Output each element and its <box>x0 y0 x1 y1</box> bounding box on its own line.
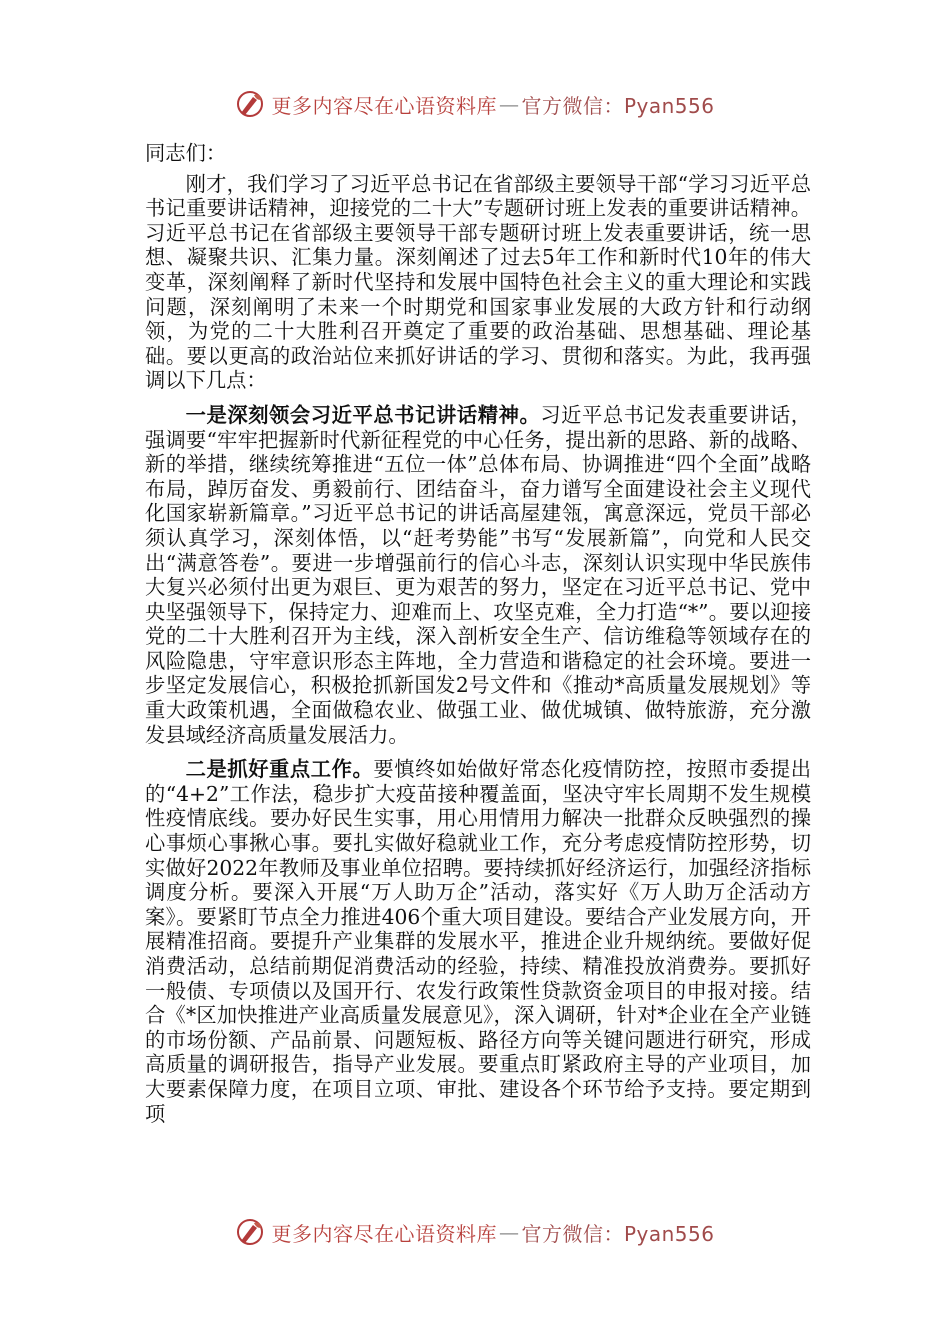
banner-text: 更多内容尽在心语资料库 <box>271 1221 497 1246</box>
salutation: 同志们： <box>145 141 227 165</box>
document-body <box>145 141 811 1136</box>
banner-dash: — <box>498 1220 520 1244</box>
section-2-body: 要慎终如始做好常态化疫情防控，按照市委提出的“4+2”工作法，稳步扩大疫苗接种覆盖面，坚决守牢长周期不发生规模性疫情底线。要办好民生实事，用心用情用力解决一批群众反映强烈的操心事烦心事揪心事。要扎实做好稳就业工作，充分考虑疫情防控形势，切实做好2022年教师及事业单位招聘。要持续抓好经济运行，加强经济指标调度分析。要深入开展“万人助万企”活动，落实好《万人助万企活动方案》。要紧盯节点全力推进406个重大项目建设。要结合产业发展方向，开展精准招商。要提升产业集群的发展水平，推进企业升规纳统。要做好促消费活动，总结前期促消费活动的经验，持续、精准投放消费券。要抓好一般债、专项债以及国开行、农发行政策性贷款资金项目的申报对接。结合《*区加快推进产业高质量发展意见》，深入调研，针对*企业在全产业链的市场份额、产品前景、问题短板、路径方向等关键问题进行研究，形成高质量的调研报告，指导产业发展。要重点盯紧政府主导的产业项目，加大要素保障力度，在项目立项、审批、建设各个环节给予支持。要定期到项 <box>145 757 811 1126</box>
banner-wechat: 官方微信：Pyan556 <box>521 93 715 118</box>
banner-wechat: 官方微信：Pyan556 <box>521 1221 715 1246</box>
banner-dash: — <box>498 92 520 116</box>
section-1-body: 习近平总书记发表重要讲话，强调要“牢牢把握新时代新征程党的中心任务，提出新的思路、新的战略、新的举措，继续统筹推进“五位一体”总体布局、协调推进“四个全面”战略布局，踔厉奋发、勇毅前行、团结奋斗，奋力谱写全面建设社会主义现代化国家崭新篇章。”习近平总书记的讲话高屋建瓴，寓意深远，党员干部必须认真学习，深刻体悟，以“赶考势能”书写“发展新篇”，向党和人民交出“满意答卷”。要进一步增强前行的信心斗志，深刻认识实现中华民族伟大复兴必须付出更为艰巨、更为艰苦的努力，坚定在习近平总书记、党中央坚强领导下，保持定力、迎难而上、攻坚克难，全力打造“*”。要以迎接党的二十大胜利召开为主线，深入剖析安全生产、信访维稳等领域存在的风险隐患，守牢意识形态主阵地，全力营造和谐稳定的社会环境。要进一步坚定发展信心，积极抢抓新国发2号文件和《推动*高质量发展规划》等重大政策机遇，全面做稳农业、做强工业、做优城镇、做特旅游，充分激发县域经济高质量发展活力。 <box>145 402 811 747</box>
section-2-paragraph <box>145 757 811 1126</box>
pen-leaf-logo-icon <box>235 1217 265 1247</box>
intro-paragraph: 刚才，我们学习了习近平总书记在省部级主要领导干部“学习习近平总书记重要讲话精神，迎接党的二十大”专题研讨班上发表的重要讲话精神。习近平总书记在省部级主要领导干部专题研讨班上发表重要讲话，统一思想、凝聚共识、汇集力量。深刻阐述了过去5年工作和新时代10年的伟大变革，深刻阐释了新时代坚持和发展中国特色社会主义的重大理论和实践问题，深刻阐明了未来一个时期党和国家事业发展的大政方针和行动纲领，为党的二十大胜利召开奠定了重要的政治基础、思想基础、理论基础。要以更高的政治站位来抓好讲话的学习、贯彻和落实。为此，我再强调以下几点： <box>145 171 811 393</box>
banner-text: 更多内容尽在心语资料库 <box>271 93 497 118</box>
section-2-title: 二是抓好重点工作。 <box>185 757 374 782</box>
section-1-paragraph <box>145 403 811 747</box>
footer-watermark-banner <box>0 1212 950 1252</box>
pen-leaf-logo-icon <box>235 89 265 119</box>
header-watermark-banner <box>0 84 950 124</box>
section-1-title: 一是深刻领会习近平总书记讲话精神。 <box>185 402 541 427</box>
